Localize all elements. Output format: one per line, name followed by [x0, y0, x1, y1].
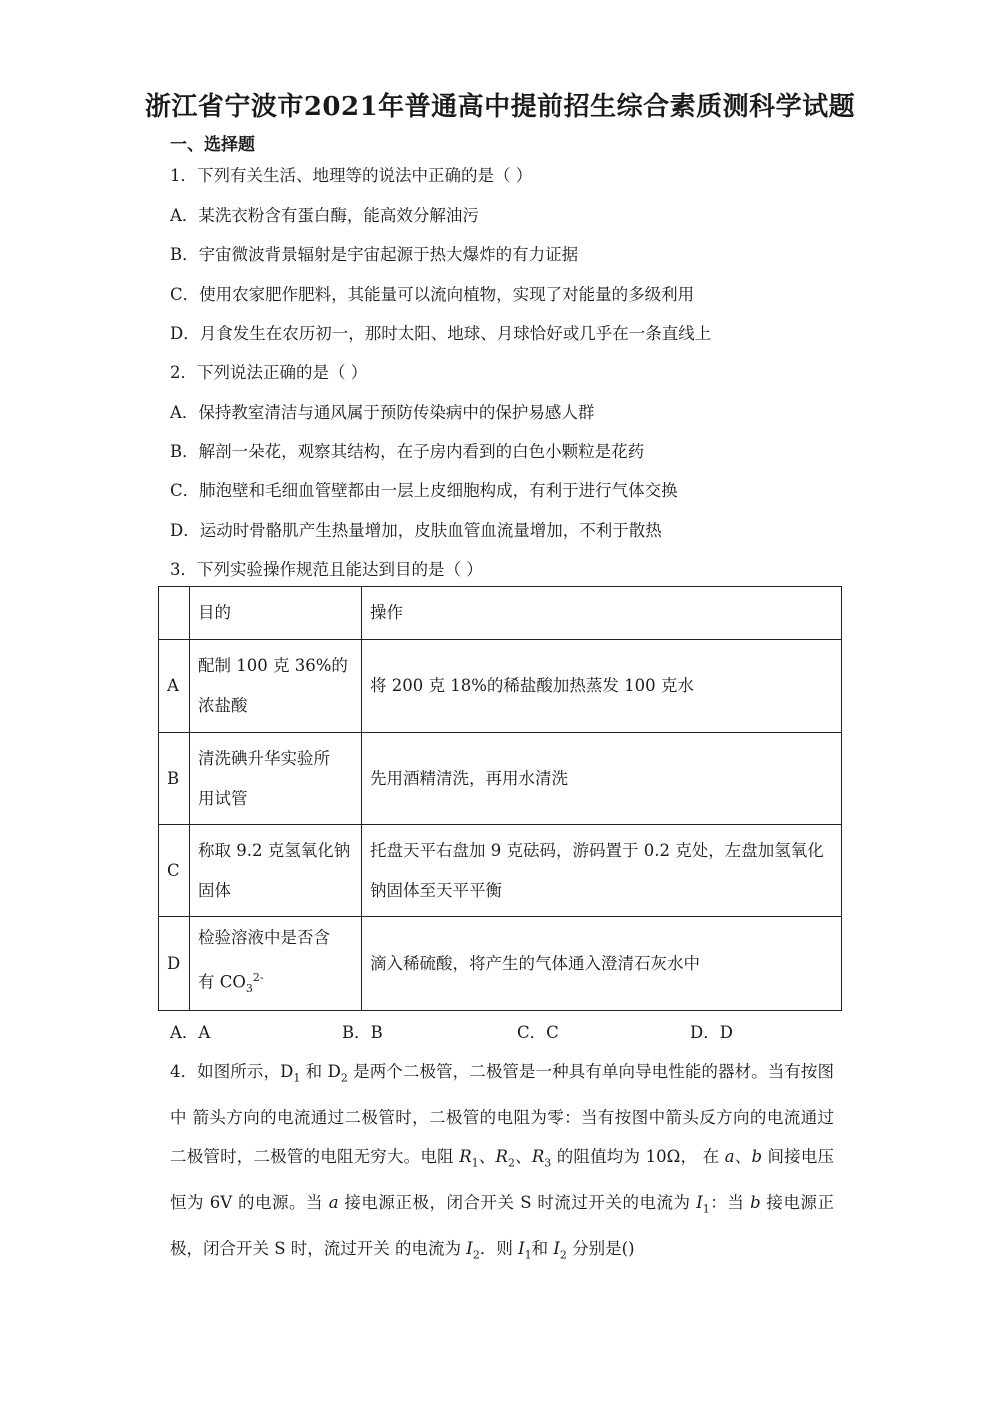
question-3-choice-a: A．A — [170, 1023, 211, 1042]
row-purpose-line — [198, 958, 353, 1009]
question-3-choice-d: D．D — [690, 1023, 733, 1042]
question-3-choice-c: C．C — [517, 1023, 559, 1042]
question-1-stem: 1．下列有关生活、地理等的说法中正确的是（ ） — [170, 166, 533, 185]
table-row — [159, 917, 842, 1011]
question-2-option-a: A．保持教室清洁与通风属于预防传染病中的保护易感人群 — [170, 403, 595, 422]
row-operation-line: 滴入稀硫酸，将产生的气体通入澄清石灰水中 — [370, 953, 700, 973]
table-header-purpose: 目的 — [190, 587, 362, 640]
carbonate-text: 有 CO — [198, 972, 246, 992]
row-purpose — [190, 825, 362, 917]
row-operation — [362, 733, 842, 825]
row-purpose-line: 清洗碘升华实验所 — [198, 748, 330, 768]
row-label: C — [159, 825, 190, 917]
row-purpose-line: 浓盐酸 — [198, 696, 248, 715]
row-label: B — [159, 733, 190, 825]
question-2-option-c: C．肺泡壁和毛细血管壁都由一层上皮细胞构成，有利于进行气体交换 — [170, 481, 678, 500]
table-row — [159, 733, 842, 825]
row-label: A — [159, 640, 190, 733]
question-1-option-b: B．宇宙微波背景辐射是宇宙起源于热大爆炸的有力证据 — [170, 245, 579, 264]
table-header-row — [159, 587, 842, 640]
question-1-option-d: D．月食发生在农历初一，那时太阳、地球、月球恰好或几乎在一条直线上 — [170, 324, 712, 343]
question-1-option-c: C．使用农家肥作肥料，其能量可以流向植物，实现了对能量的多级利用 — [170, 285, 695, 304]
question-2-option-d: D．运动时骨骼肌产生热量增加，皮肤血管血流量增加，不利于散热 — [170, 521, 662, 540]
row-purpose-line: 检验溶液中是否含 — [198, 928, 330, 948]
row-operation-line: 托盘天平右盘加 9 克砝码，游码置于 0.2 克处，左盘加氢氧化 — [370, 840, 824, 860]
row-purpose — [190, 640, 362, 733]
table-header-label — [159, 587, 190, 640]
row-operation — [362, 917, 842, 1011]
experiment-table — [158, 586, 842, 1011]
row-purpose-line: 固体 — [198, 880, 231, 900]
question-2-stem: 2．下列说法正确的是（ ） — [170, 363, 368, 382]
page-title: 浙江省宁波市2021年普通高中提前招生综合素质测科学试题 — [144, 92, 856, 122]
row-purpose-line: 称取 9.2 克氢氧化钠 — [198, 840, 351, 860]
carbonate-superscript: 2- — [252, 971, 264, 985]
question-1-option-a: A．某洗衣粉含有蛋白酶，能高效分解油污 — [170, 206, 479, 225]
question-3-stem: 3．下列实验操作规范且能达到目的是（ ） — [170, 560, 483, 579]
row-label: D — [159, 917, 190, 1011]
question-2-option-b: B．解剖一朵花，观察其结构，在子房内看到的白色小颗粒是花药 — [170, 442, 645, 461]
question-4-stem: 4．如图所示，$D_1$ 和 $D_2$ 是两个二极管，二极管是一种具有单向导电性能的器材。当有按图中 箭头方向的电流通过二极管时，二极管的电阻为零：当有按图中箭头反方向的电流通过二极管时，二极管的电阻无穷大。电阻 $R_1$、$R_2$、$R_3$ 的阻值均为 10Ω， 在 a、b 间接电压恒为 6V 的电源。当 a 接电源正极，闭合开关 S 时流过开关的电流为 $I_1$：当 b 接电源正极，闭合开关 S 时，流过开关 的电流为 $I_2$．则 $I_1$和 $I_2$ 分别是() — [170, 1062, 835, 1262]
row-operation-line: 将 200 克 18%的稀盐酸加热蒸发 100 克水 — [370, 676, 694, 695]
table-row — [159, 825, 842, 917]
row-purpose — [190, 733, 362, 825]
carbonate-subscript: 3 — [245, 981, 253, 995]
question-3-choice-b: B．B — [342, 1023, 383, 1042]
table-header-operation: 操作 — [362, 587, 842, 640]
table-row — [159, 640, 842, 733]
row-operation — [362, 640, 842, 733]
row-purpose — [190, 917, 362, 1011]
row-operation — [362, 825, 842, 917]
row-operation-line: 钠固体至天平平衡 — [370, 880, 502, 900]
section-heading: 一、选择题 — [170, 135, 255, 155]
row-purpose-line: 用试管 — [198, 788, 248, 808]
row-purpose-line: 配制 100 克 36%的 — [198, 656, 348, 675]
row-operation-line: 先用酒精清洗，再用水清洗 — [370, 768, 568, 788]
